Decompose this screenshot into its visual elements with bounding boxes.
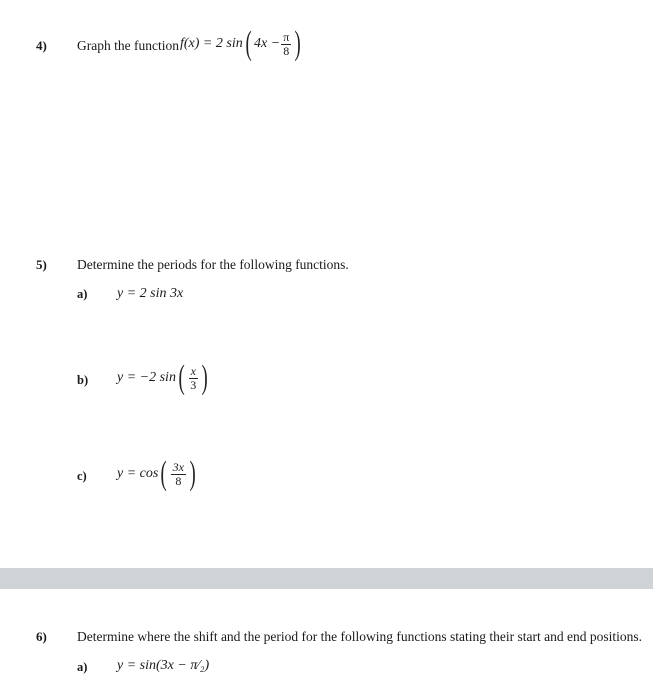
question-6-number: 6) (36, 629, 47, 644)
q4-left-paren: ( (245, 25, 252, 62)
q6-a-label: a) (77, 660, 88, 674)
q4-lhs: f(x) = 2 sin (180, 36, 243, 51)
q5-c-label: c) (77, 469, 87, 483)
question-5-number: 5) (36, 257, 47, 272)
q5-c-left-paren: ( (160, 455, 168, 492)
q4-right-paren: ) (294, 25, 302, 62)
question-4-function (180, 27, 304, 61)
q4-frac-num: π (283, 29, 290, 44)
q4-inner: 4x − (254, 36, 281, 51)
q5-a-label: a) (77, 287, 88, 301)
q5-b-left-paren: ( (178, 359, 185, 396)
q5-b-frac-den: 3 (190, 377, 197, 392)
q5-c-right-paren: ) (189, 455, 196, 492)
q4-paren-group (243, 27, 304, 61)
question-6-prompt: Determine where the shift and the period for the following functions stating their start and end positions. (77, 629, 642, 644)
q6-a-expr (117, 658, 209, 674)
q5-c-lhs: y = cos (117, 466, 159, 481)
q4-fraction (281, 31, 291, 57)
page-divider-band (0, 568, 653, 589)
q5-b-fraction (188, 365, 198, 391)
q5-a-expr-text: y = 2 sin 3x (117, 286, 184, 301)
q5-c-expr (117, 457, 198, 491)
q5-c-fraction (171, 461, 186, 487)
q5-b-lhs: y = −2 sin (117, 370, 176, 385)
q5-c-frac-den: 8 (175, 473, 182, 488)
q6-a-expr-text: y = sin(3x − π⁄₂) (117, 658, 210, 673)
q4-frac-den: 8 (283, 43, 290, 58)
q5-b-frac-num: x (190, 363, 196, 378)
q5-b-paren-group (176, 361, 211, 395)
q5-b-label: b) (77, 373, 89, 387)
question-5-prompt: Determine the periods for the following functions. (77, 257, 349, 272)
q5-c-paren-group (158, 457, 198, 491)
question-4-prompt: Graph the function (77, 38, 179, 53)
question-4-number: 4) (36, 38, 47, 53)
q5-a-expr (117, 286, 183, 302)
q5-b-right-paren: ) (201, 359, 209, 396)
q5-c-frac-num: 3x (172, 459, 184, 474)
q5-b-expr (117, 361, 211, 395)
